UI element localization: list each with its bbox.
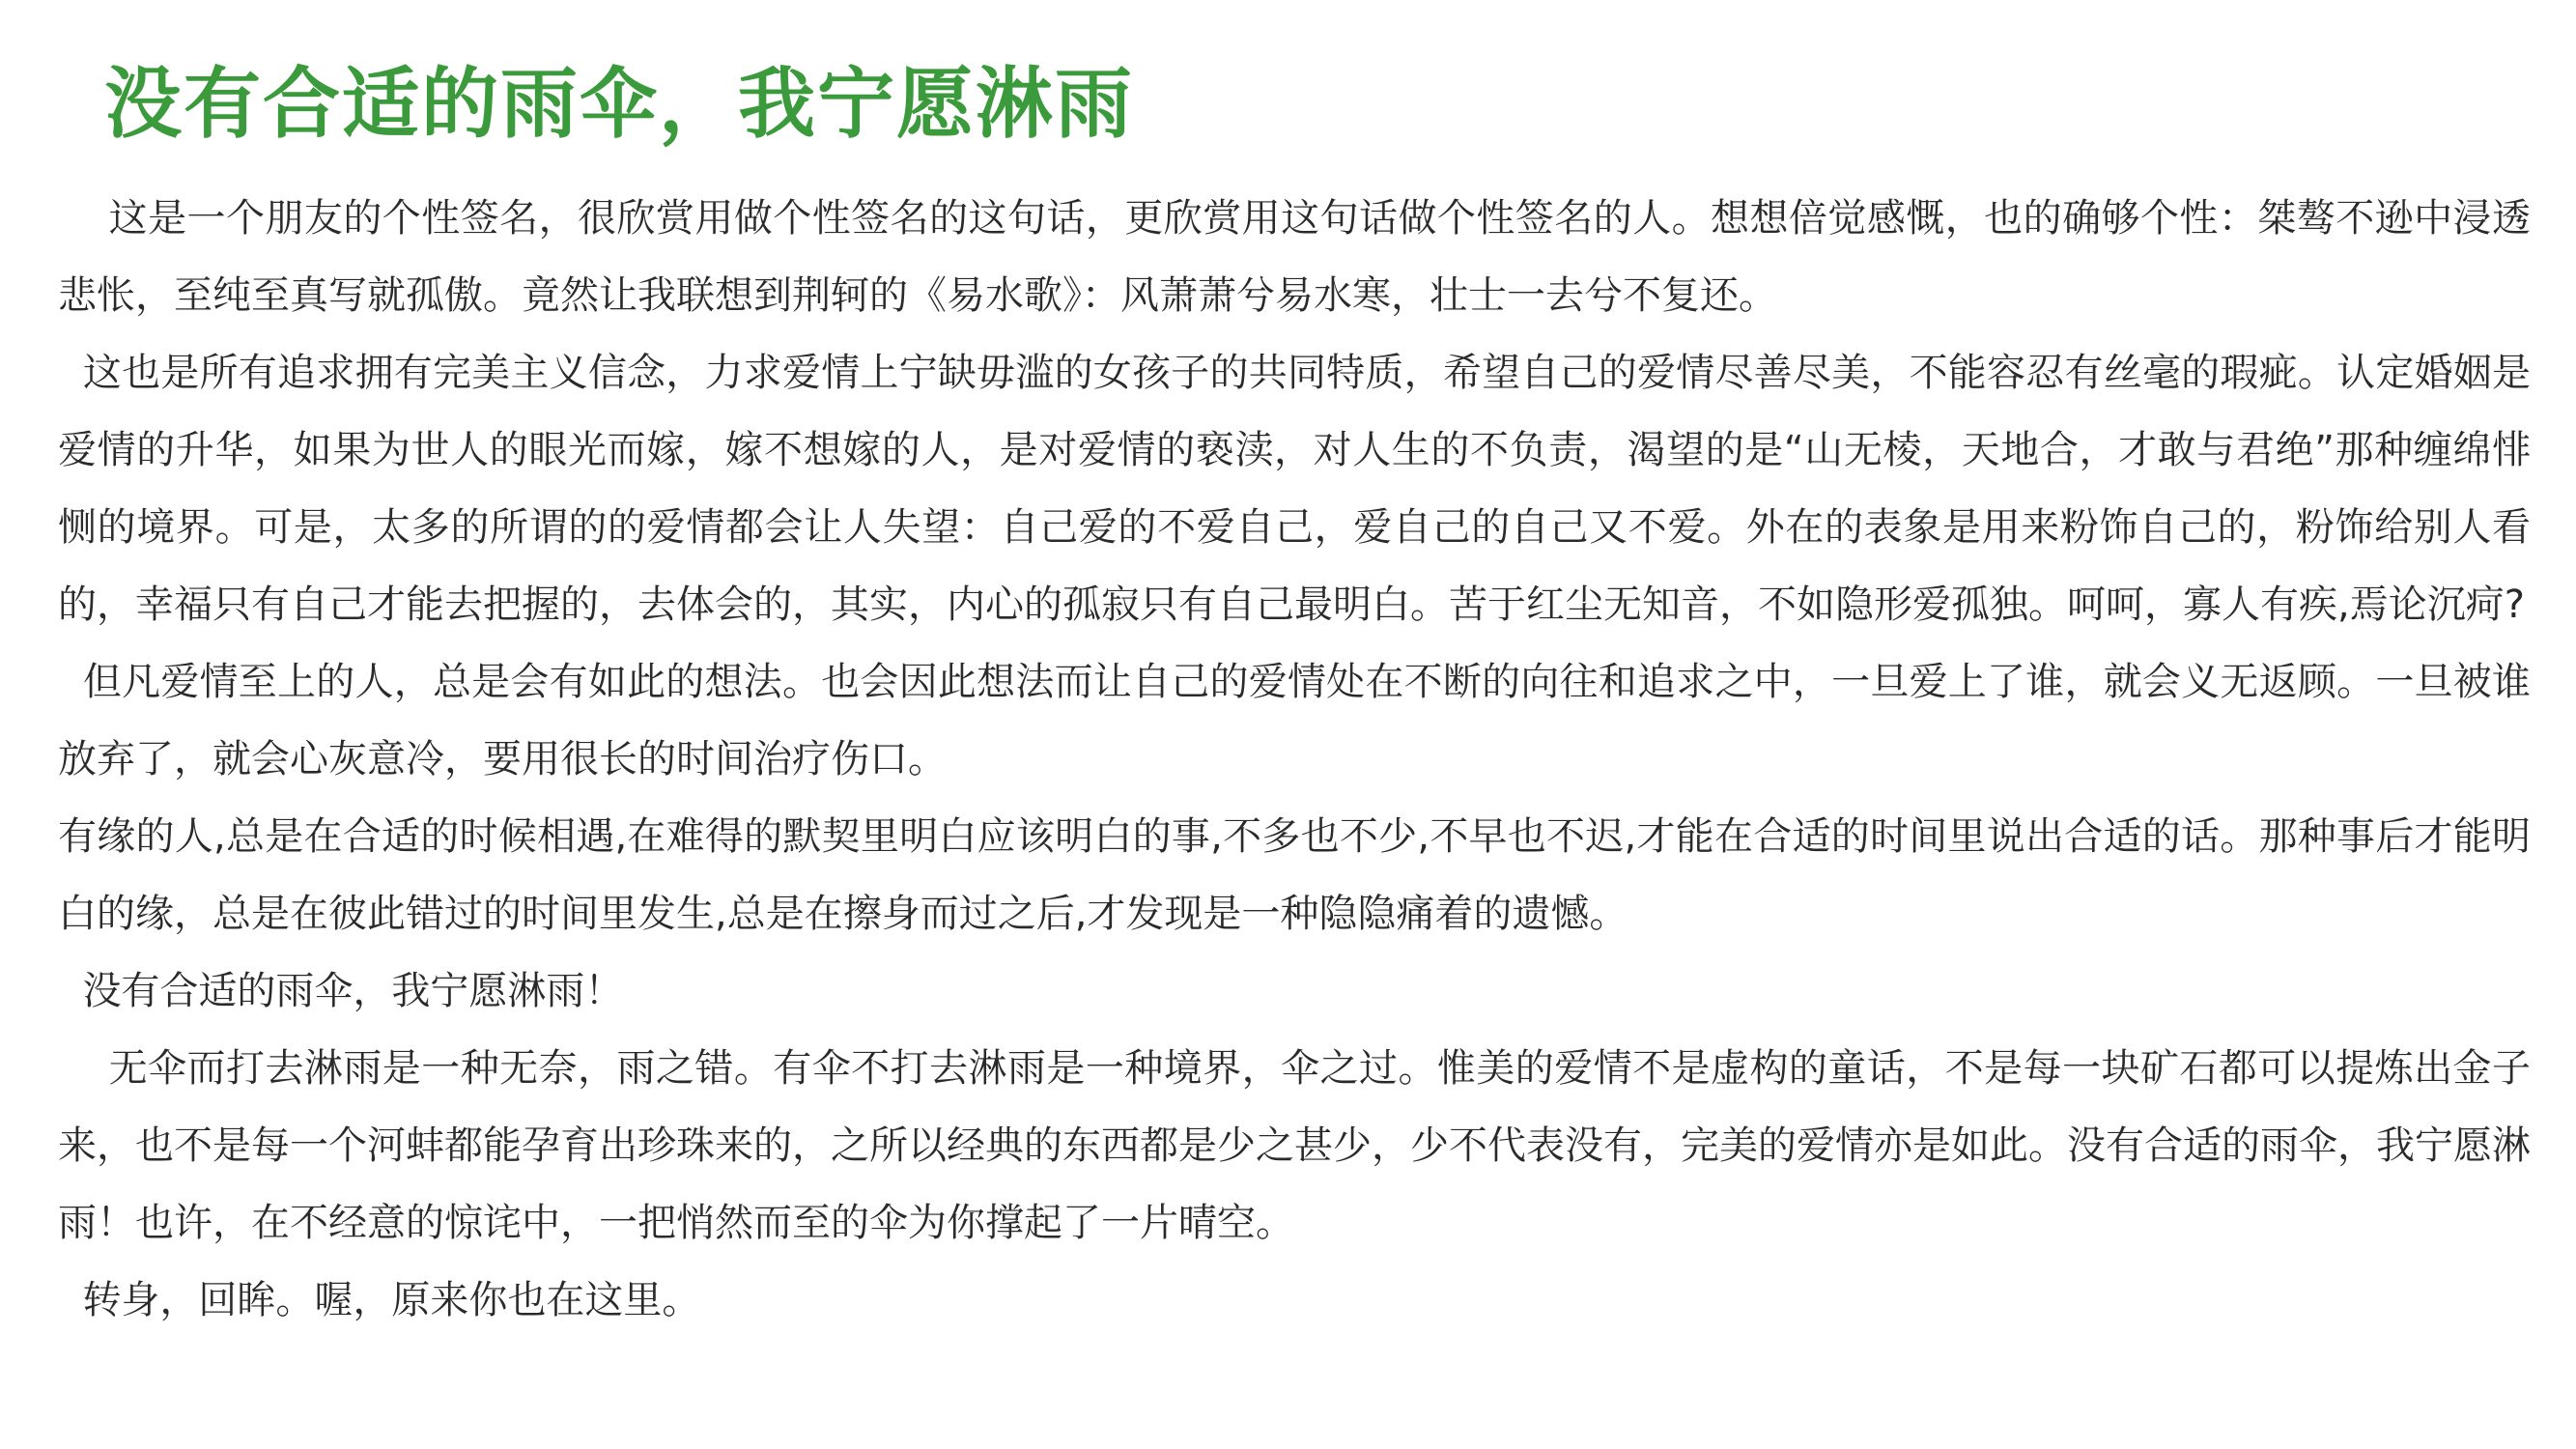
article-body bbox=[58, 180, 2531, 1339]
paragraph: 但凡爱情至上的人，总是会有如此的想法。也会因此想法而让自己的爱情处在不断的向往和追求之中，一旦爱上了谁，就会义无返顾。一旦被谁放弃了，就会心灰意冷，要用很长的时间治疗伤口。 bbox=[58, 660, 2531, 781]
paragraph: 这也是所有追求拥有完美主义信念，力求爱情上宁缺毋滥的女孩子的共同特质，希望自己的爱情尽善尽美，不能容忍有丝毫的瑕疵。认定婚姻是爱情的升华，如果为世人的眼光而嫁，嫁不想嫁的人，是对爱情的亵渎，对人生的不负责，渴望的是“山无棱，天地合，才敢与君绝”那种缠绵悱恻的境界。可是，太多的所谓的的爱情都会让人失望：自己爱的不爱自己，爱自己的自己又不爱。外在的表象是用来粉饰自己的，粉饰给别人看的，幸福只有自己才能去把握的，去体会的，其实，内心的孤寂只有自己最明白。苦于红尘无知音，不如隐形爱孤独。呵呵，寡人有疾,焉论沉疴? bbox=[58, 351, 2531, 627]
paragraph: 没有合适的雨伞，我宁愿淋雨！ bbox=[58, 969, 624, 1013]
paragraph: 转身，回眸。喔，原来你也在这里。 bbox=[58, 1278, 701, 1322]
paragraph: 这是一个朋友的个性签名，很欣赏用做个性签名的这句话，更欣赏用这句话做个性签名的人。想想倍觉感慨，也的确够个性：桀骜不逊中浸透悲怅，至纯至真写就孤傲。竟然让我联想到荆轲的《易水歌》：风萧萧兮易水寒，壮士一去兮不复还。 bbox=[58, 196, 2532, 318]
paragraph: 无伞而打去淋雨是一种无奈，雨之错。有伞不打去淋雨是一种境界，伞之过。惟美的爱情不是虚构的童话，不是每一块矿石都可以提炼出金子来，也不是每一个河蚌都能孕育出珍珠来的，之所以经典的东西都是少之甚少，少不代表没有，完美的爱情亦是如此。没有合适的雨伞，我宁愿淋雨！也许，在不经意的惊诧中，一把悄然而至的伞为你撑起了一片晴空。 bbox=[58, 1046, 2532, 1245]
paragraph: 有缘的人,总是在合适的时候相遇,在难得的默契里明白应该明白的事,不多也不少,不早也不迟,才能在合适的时间里说出合适的话。那种事后才能明白的缘，总是在彼此错过的时间里发生,总是在擦身而过之后,才发现是一种隐隐痛着的遗憾。 bbox=[58, 814, 2531, 936]
article-title: 没有合适的雨伞，我宁愿淋雨 bbox=[104, 58, 1134, 149]
